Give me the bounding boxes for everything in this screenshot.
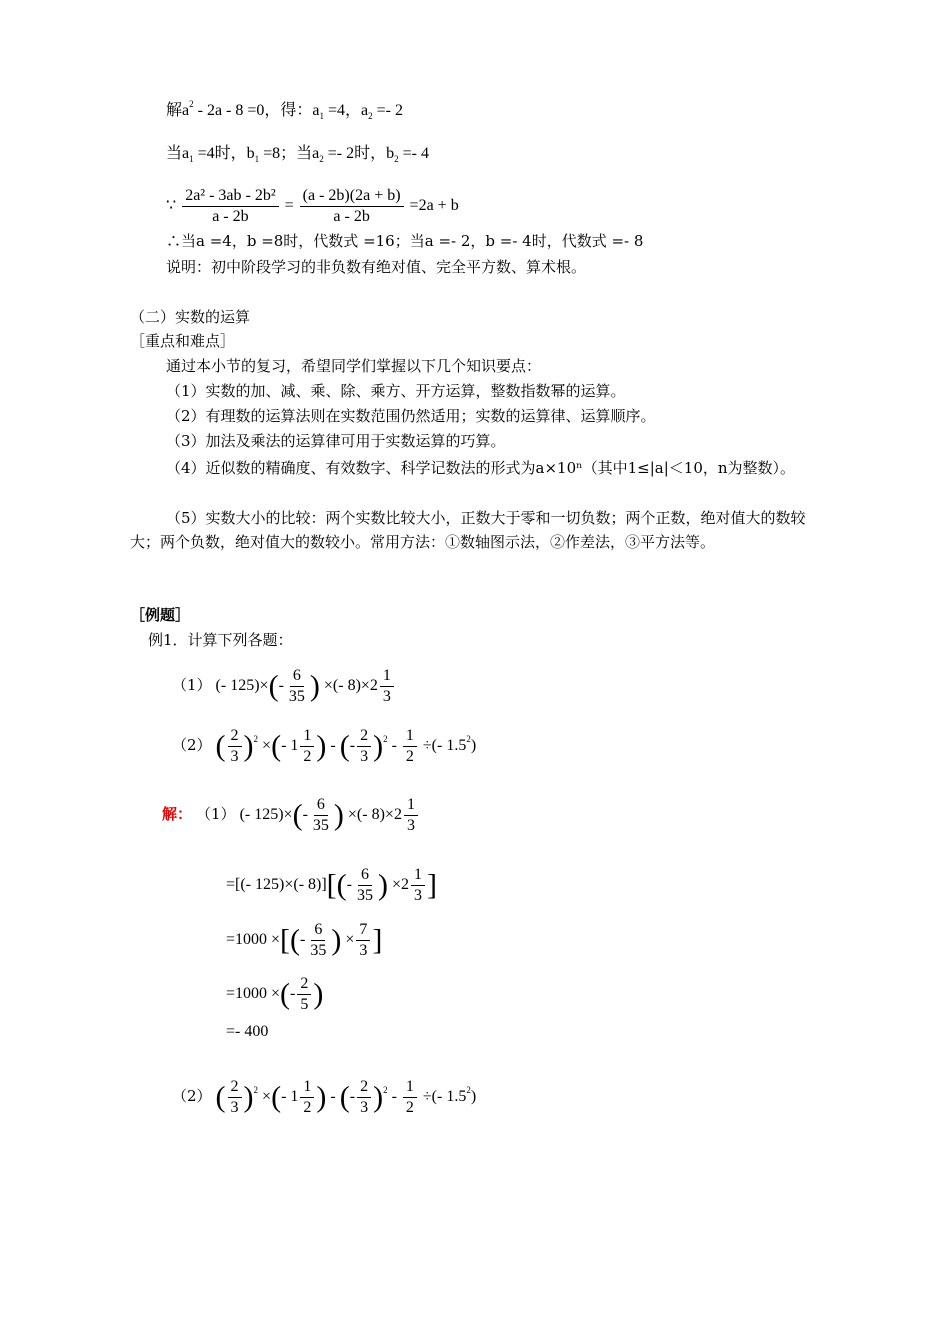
intro-text: 通过本小节的复习，希望同学们掌握以下几个知识要点： [166, 357, 542, 375]
point-5: （5）实数大小的比较：两个实数比较大小，正数大于零和一切负数；两个正数，绝对值大的数较大；两个负数，绝对值大的数较小。常用方法：①数轴图示法，②作差法，③平方法等。 [130, 509, 806, 551]
example-1-title: 例1．计算下列各题： [148, 631, 293, 649]
fraction-2: $\frac{(a - 2b)(2a + b)}{a - 2b}$ [300, 188, 404, 225]
solution-q1: 解： （1） (- 125)×(- $\frac{6}{35}$ ) ×(- 8)×2 $\frac{1}{3}$ [162, 791, 420, 838]
fraction-1: $\frac{\text{2a² - 3ab - 2b²}}{a - 2b}$ [182, 188, 278, 225]
question-1: （1） (- 125)×(- $\frac{6}{35}$ ) ×(- 8)×2 $\frac{1}{3}$ [172, 662, 396, 709]
case-line: 当$a_1 =4$时，$b_1 =8$；当$a_2 =- 2$时，$b_2 =- 4$ [166, 145, 429, 164]
point-4: （4）近似数的精确度、有效数字、科学记数法的形式为a×10ⁿ（其中1≤|a|＜10，n为整数）。 [166, 459, 796, 477]
solution-step-1: =[(- 125)×(- 8)][(- $\frac{6}{35}$ ) ×2 $\frac{1}{3}$ ] [226, 865, 438, 904]
solution-step-3: =1000 ×(- $\frac{2}{5}$ ) [226, 974, 324, 1013]
fraction-simplify-line: ∵ $\frac{\text{2a² - 3ab - 2b²}}{a - 2b}$ = $\frac{(a - 2b)(2a + b)}{a - 2b}$ =2a + b [166, 186, 459, 225]
point-2: （2）有理数的运算法则在实数范围仍然适用；实数的运算律、运算顺序。 [166, 407, 656, 425]
example-heading: ［例题］ [130, 606, 191, 624]
therefore-line: ∴当a =4，b =8时，代数式 =16；当a =- 2，b =- 4时，代数式 =- 8 [166, 232, 644, 250]
question-2: （2） ( $\frac{2}{3}$ )$^2$ ×(- 1 $\frac{1}{2}$ ) - (- $\frac{2}{3}$ )$^2$ - $\frac{1}{2}$ ÷(- $1.5^2$) [172, 726, 477, 765]
note-line: 说明：初中阶段学习的非负数有绝对值、完全平方数、算术根。 [166, 258, 587, 276]
solution-label: 解： [162, 805, 193, 823]
keypoints-heading: ［重点和难点］ [130, 332, 236, 350]
solve-line: 解$a^2 - 2a - 8 =0$，得：$a_1 =4$，$a_2 =- 2$ [166, 99, 403, 121]
section-title: （二）实数的运算 [130, 308, 251, 326]
point-3: （3）加法及乘法的运算律可用于实数运算的巧算。 [166, 432, 506, 450]
solution-step-2: =1000 ×[(- $\frac{6}{35}$ ) × $\frac{7}{3}$ ] [226, 920, 383, 959]
solution-step-4: =- 400 [226, 1023, 269, 1040]
solution-q2: （2） ( $\frac{2}{3}$ )$^2$ ×(- 1 $\frac{1}{2}$ ) - (- $\frac{2}{3}$ )$^2$ - $\frac{1}{2}$ ÷(- $1.5^2$) [172, 1077, 477, 1116]
point-1: （1）实数的加、减、乘、除、乘方、开方运算，整数指数幂的运算。 [166, 382, 626, 400]
